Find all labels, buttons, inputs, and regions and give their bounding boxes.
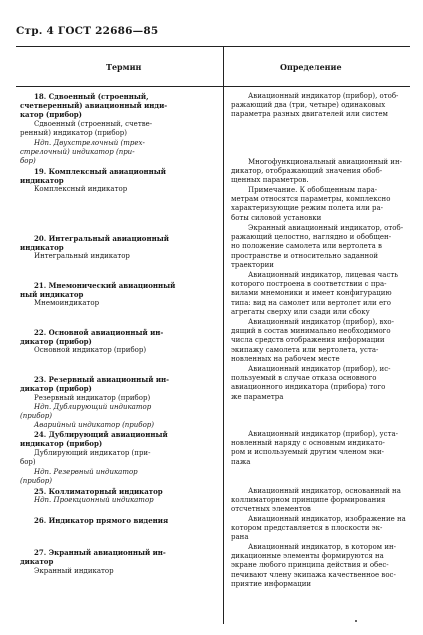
definition-line: новленных на рабочем месте <box>231 354 340 363</box>
definition-line: которого построена в соответствии с пра- <box>231 280 387 289</box>
term-line: счетверенный) авиационный инди- <box>20 101 168 111</box>
definition-line: же параметра <box>231 392 284 401</box>
term-line: Резервный индикатор (прибор) <box>34 394 151 402</box>
term-line: 18. Сдвоенный (строенный, <box>34 92 149 101</box>
definition-line: ражающий целостно, наглядно и обобщен- <box>231 233 392 242</box>
term-line: 19. Комплексный авиационный <box>34 167 166 176</box>
term-line: 25. Коллиматорный индикатор <box>34 487 163 496</box>
term-line: бор) <box>20 458 36 467</box>
definition-line: щенных параметров. <box>231 176 309 185</box>
definition-line: Авиационный индикатор (прибор), ис- <box>248 365 391 373</box>
term-line: 24. Дублирующий авиационный <box>34 430 168 439</box>
definition-line: коллиматорном принципе формирования <box>231 496 386 505</box>
term-line: Основной индикатор (прибор) <box>34 346 147 354</box>
definition-line: экипажу самолета или вертолета, уста- <box>231 345 379 354</box>
definition-line: Авиационный индикатор, основанный на <box>248 487 401 495</box>
term-line: Интегральный индикатор <box>34 252 130 260</box>
term-line: бор) <box>20 157 36 166</box>
definition-line: Авиационный индикатор (прибор), отоб- <box>248 92 399 100</box>
definition-line: пространстве и относительно заданной <box>231 251 379 260</box>
term-line: Сдвоенный (строенный, счетве- <box>34 120 153 128</box>
term-line: дикатор (прибор) <box>20 337 92 347</box>
definition-line: параметра разных двигателей или систем <box>231 110 388 119</box>
definition-line: боты силовой установки <box>231 213 322 222</box>
header-bottom-border <box>16 86 410 87</box>
definition-line: типа: вид на самолет или вертолет или его <box>231 298 391 307</box>
term-line: Мнемоиндикатор <box>34 299 100 307</box>
definition-line: Примечание. К обобщенным пара- <box>248 186 378 194</box>
definition-line: Экранный авиационный индикатор, отоб- <box>248 224 404 232</box>
page-header: Стр. 4 ГОСТ 22686—85 <box>16 25 159 37</box>
term-line: Ндп. Проекционный индикатор <box>34 496 154 504</box>
definition-line: метрам относятся параметры, комплексно <box>231 195 391 204</box>
term-line: 21. Мнемонический авиационный <box>34 281 176 290</box>
term-line: катор (прибор) <box>20 110 82 120</box>
term-line: Ндп. Резервный индикатор <box>34 468 138 476</box>
term-line: дикатор (прибор) <box>20 384 92 394</box>
term-line: стрелочный) индикатор (при- <box>20 148 135 157</box>
definition-line: ром и используемый другим членом эки- <box>231 448 384 457</box>
term-line: (прибор) <box>20 477 52 486</box>
definition-line: отсчетных элементов <box>231 505 311 514</box>
definition-line: ражающий два (три, четыре) одинаковых <box>231 101 386 110</box>
definition-line: дикационные элементы формируются на <box>231 552 384 561</box>
definition-line: характеризующие режим полета или ра- <box>231 204 384 213</box>
term-line: Дублирующий индикатор (при- <box>34 449 151 457</box>
term-line: ный индикатор <box>20 290 84 300</box>
definition-line: новленный наряду с основным индикато- <box>231 439 385 448</box>
definition-line: вилами мнемоники и имеет конфигурацию <box>231 289 392 298</box>
term-column-header: Термин <box>106 62 142 72</box>
definition-line: Авиационный индикатор, в котором ин- <box>248 543 397 551</box>
definition-column-header: Определение <box>280 62 342 72</box>
term-line: 23. Резервный авиационный ин- <box>34 375 170 384</box>
definition-line: Авиационный индикатор, изображение на <box>248 515 406 523</box>
term-line: 27. Экранный авиационный ин- <box>34 548 166 557</box>
term-line: 22. Основной авиационный ин- <box>34 328 164 337</box>
term-line: 20. Интегральный авиационный <box>34 234 169 243</box>
term-line: ренный) индикатор (прибор) <box>20 129 127 138</box>
definition-line: Авиационный индикатор (прибор), уста- <box>248 430 398 438</box>
definition-line: агрегаты сверху или сзади или сбоку <box>231 307 370 316</box>
definition-line: котором представляется в плоскости эк- <box>231 524 383 533</box>
term-line: Ндп. Двухстрелочный (трех- <box>34 139 145 147</box>
term-line: Ндп. Дублирующий индикатор <box>34 403 152 411</box>
definition-line: числа средств отображения информации <box>231 336 385 345</box>
definition-line: печивают члену экипажа качественное вос- <box>231 570 396 579</box>
definition-line: рана <box>231 533 249 542</box>
column-divider <box>223 46 224 86</box>
term-line: 26. Индикатор прямого видения <box>34 516 169 525</box>
definition-line: но положение самолета или вертолета в <box>231 242 382 251</box>
term-line: дикатор <box>20 557 54 567</box>
term-line: индикатор (прибор) <box>20 439 103 449</box>
column-divider-body <box>223 86 224 624</box>
definition-line: Авиационный индикатор (прибор), вхо- <box>248 318 395 326</box>
term-line: индикатор <box>20 176 64 186</box>
definition-line: пажа <box>231 457 251 466</box>
term-line: Аварийный индикатор (прибор) <box>34 421 154 429</box>
definition-line: траектории <box>231 260 274 269</box>
definition-line: дящий в состав минимально необходимого <box>231 327 391 336</box>
definition-line: Многофункциональный авиационный ин- <box>248 158 402 166</box>
term-line: (прибор) <box>20 412 52 421</box>
definition-line: приятие информации <box>231 579 312 588</box>
term-line: Комплексный индикатор <box>34 185 128 193</box>
definition-line: экране любого принципа действия и обес- <box>231 561 389 570</box>
definition-line: дикатор, отображающий значения обоб- <box>231 167 383 176</box>
definition-line: авиационного индикатора (прибора) того <box>231 383 386 392</box>
term-line: индикатор <box>20 243 64 253</box>
table-top-border <box>16 46 410 47</box>
term-line: Экранный индикатор <box>34 567 114 575</box>
definition-line: пользуемый в случае отказа основного <box>231 374 377 383</box>
scan-speck <box>355 620 357 622</box>
definition-line: Авиационный индикатор, лицевая часть <box>248 271 399 279</box>
